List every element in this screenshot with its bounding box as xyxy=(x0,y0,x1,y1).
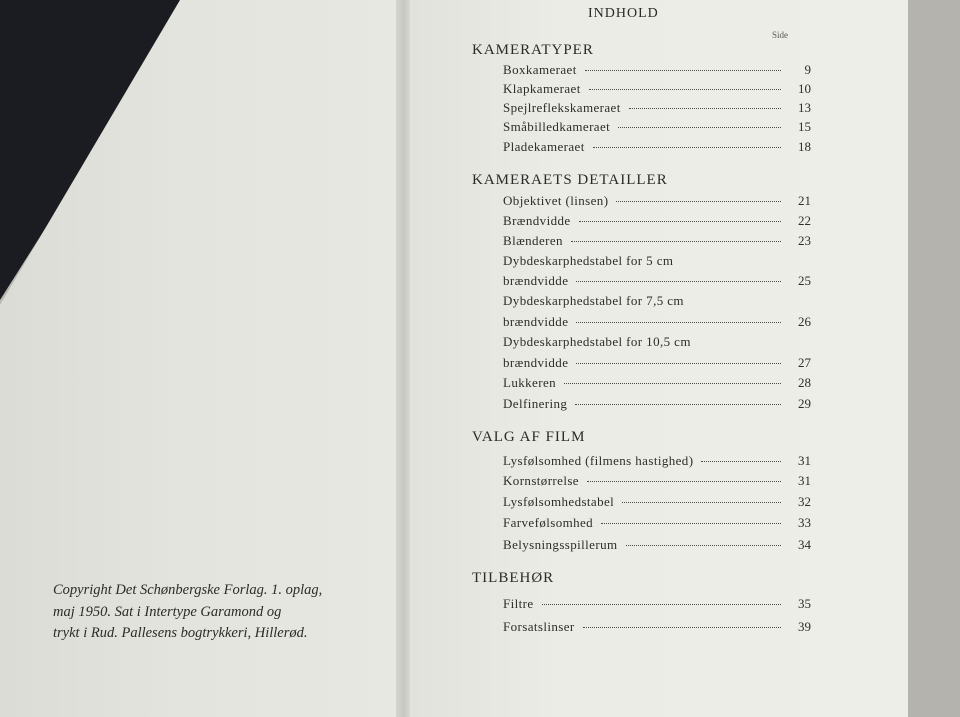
section-title: TILBEHØR xyxy=(472,570,555,586)
entry-page: 28 xyxy=(798,375,811,390)
entry-label: Spejlreflekskameraet xyxy=(503,100,621,115)
dot-leader xyxy=(576,271,781,282)
toc-entry xyxy=(503,396,811,414)
entry-page: 10 xyxy=(798,81,811,96)
toc-entry xyxy=(503,233,811,251)
entry-page: 32 xyxy=(798,494,811,509)
toc-entry xyxy=(503,314,811,332)
toc-entry xyxy=(503,273,811,291)
entry-label: Objektivet (linsen) xyxy=(503,193,609,208)
copyright-line: Copyright Det Schønbergske Forlag. 1. oplag, xyxy=(53,582,323,598)
toc-entry xyxy=(503,213,811,231)
entry-label: brændvidde xyxy=(503,314,569,329)
dot-leader xyxy=(622,492,781,503)
toc-entry-first-line xyxy=(503,334,811,352)
section-title: VALG AF FILM xyxy=(472,429,586,445)
toc-entry xyxy=(503,515,811,533)
dot-leader xyxy=(571,231,781,242)
toc-entry xyxy=(503,375,811,393)
entry-label: Belysningsspillerum xyxy=(503,537,618,552)
entry-page: 35 xyxy=(798,596,811,611)
entry-page: 25 xyxy=(798,273,811,288)
entry-label: Lukkeren xyxy=(503,375,557,390)
toc-entry-first-line xyxy=(503,253,811,271)
entry-label: Småbilledkameraet xyxy=(503,119,611,134)
entry-label: Klapkameraet xyxy=(503,81,581,96)
entry-page: 27 xyxy=(798,355,811,370)
entry-page: 23 xyxy=(798,233,811,248)
section-title: KAMERAETS DETAILLER xyxy=(472,172,668,188)
dot-leader xyxy=(616,191,781,202)
entry-label: Filtre xyxy=(503,596,534,611)
toc-entry xyxy=(503,62,811,80)
entry-label: Forsatslinser xyxy=(503,619,575,634)
entry-label: Lysfølsomhedstabel xyxy=(503,494,615,509)
copyright-notice xyxy=(53,580,363,645)
entry-label: Brændvidde xyxy=(503,213,571,228)
toc-heading: INDHOLD xyxy=(588,6,659,21)
entry-label: Dybdeskarphedstabel for 10,5 cm xyxy=(503,334,691,349)
dot-leader xyxy=(542,594,781,605)
dot-leader xyxy=(587,471,781,482)
entry-page: 21 xyxy=(798,193,811,208)
toc-entry xyxy=(503,355,811,373)
dot-leader xyxy=(575,394,781,405)
dot-leader xyxy=(583,617,781,628)
toc-entry xyxy=(503,494,811,512)
toc-entry xyxy=(503,81,811,99)
toc-entry xyxy=(503,596,811,614)
toc-entry xyxy=(503,619,811,637)
entry-page: 18 xyxy=(798,139,811,154)
copyright-line: trykt i Rud. Pallesens bogtrykkeri, Hillerød. xyxy=(53,625,308,641)
dot-leader xyxy=(593,137,781,148)
entry-label: Dybdeskarphedstabel for 5 cm xyxy=(503,253,674,268)
toc-entry xyxy=(503,100,811,118)
entry-page: 22 xyxy=(798,213,811,228)
dot-leader xyxy=(701,451,781,462)
dot-leader xyxy=(576,312,781,323)
entry-label: Dybdeskarphedstabel for 7,5 cm xyxy=(503,293,684,308)
entry-label: Kornstørrelse xyxy=(503,473,579,488)
dot-leader xyxy=(626,535,782,546)
entry-page: 29 xyxy=(798,396,811,411)
page-column-label: Side xyxy=(772,30,789,40)
toc-entry xyxy=(503,473,811,491)
toc-entry xyxy=(503,537,811,555)
entry-page: 26 xyxy=(798,314,811,329)
toc-entry xyxy=(503,139,811,157)
entry-label: Blænderen xyxy=(503,233,563,248)
dot-leader xyxy=(589,79,781,90)
dot-leader xyxy=(585,60,781,71)
background-right-edge xyxy=(908,0,960,717)
toc-entry xyxy=(503,453,811,471)
dot-leader xyxy=(579,211,781,222)
dot-leader xyxy=(601,513,781,524)
entry-label: brændvidde xyxy=(503,273,569,288)
entry-page: 33 xyxy=(798,515,811,530)
copyright-line: maj 1950. Sat i Intertype Garamond og xyxy=(53,603,282,620)
entry-page: 15 xyxy=(798,119,811,134)
entry-page: 13 xyxy=(798,100,811,115)
dot-leader xyxy=(564,373,781,384)
entry-label: brændvidde xyxy=(503,355,569,370)
entry-page: 31 xyxy=(798,473,811,488)
entry-label: Delfinering xyxy=(503,396,568,411)
entry-label: Boxkameraet xyxy=(503,62,577,77)
entry-label: Lysfølsomhed (filmens hastighed) xyxy=(503,453,694,468)
dot-leader xyxy=(576,353,781,364)
entry-page: 34 xyxy=(798,537,811,552)
entry-label: Pladekameraet xyxy=(503,139,585,154)
toc-entry xyxy=(503,193,811,211)
dot-leader xyxy=(629,98,781,109)
entry-page: 39 xyxy=(798,619,811,634)
entry-page: 9 xyxy=(804,62,811,77)
toc-entry xyxy=(503,119,811,137)
entry-label: Farvefølsomhed xyxy=(503,515,594,530)
toc-entry-first-line xyxy=(503,293,811,311)
entry-page: 31 xyxy=(798,453,811,468)
section-title: KAMERATYPER xyxy=(472,42,594,58)
dot-leader xyxy=(618,117,781,128)
